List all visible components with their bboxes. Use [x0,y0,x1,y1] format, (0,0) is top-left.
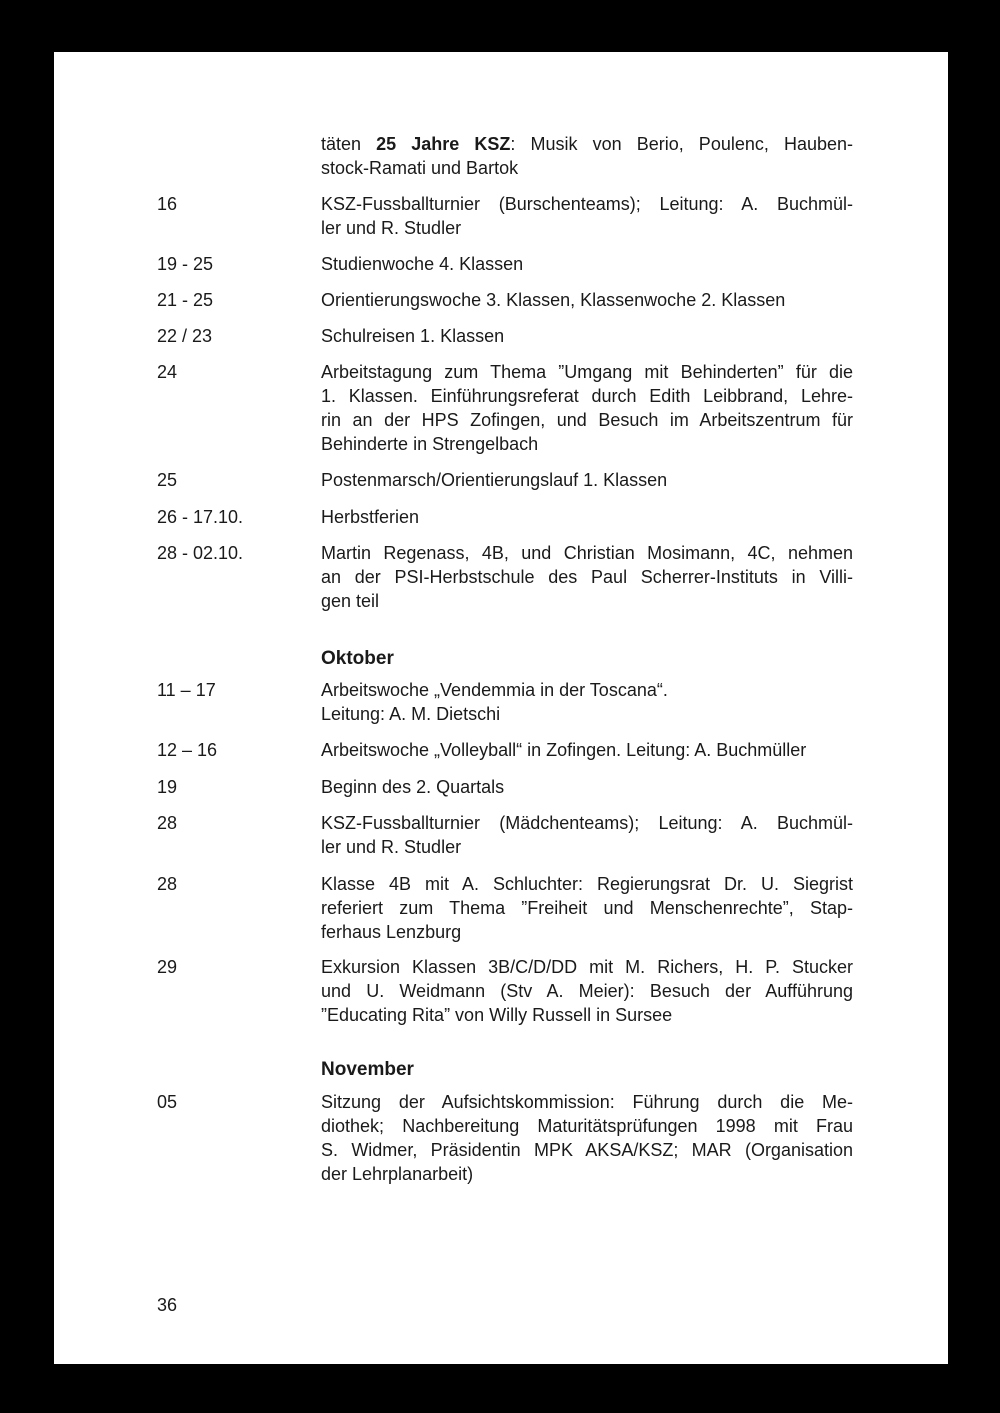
entry-date: 21 - 25 [157,290,214,310]
entry-line: an der PSI-Herbstschule des Paul Scherrer-Instituts in Villi- [321,567,853,587]
entry-date: 16 [157,194,178,214]
entry-description [321,738,853,762]
entry-description [321,468,853,492]
entry-description [321,1090,853,1186]
entry-date: 19 [157,777,178,797]
intro-line-1 [321,132,853,156]
entry-line: Leitung: A. M. Dietschi [321,704,501,724]
entry-line: Herbstferien [321,507,420,527]
entry-line: und U. Weidmann (Stv A. Meier): Besuch der Aufführung [321,981,853,1001]
entry-line: S. Widmer, Präsidentin MPK AKSA/KSZ; MAR (Organisation [321,1140,853,1160]
section-heading-october: Oktober [321,648,394,669]
entry-date: 24 [157,362,178,382]
entry-line: ler und R. Studler [321,837,462,857]
entry-description [321,505,853,529]
entry-date: 28 [157,813,178,833]
entry-line: KSZ-Fussballturnier (Burschenteams); Leitung: A. Buchmül- [321,194,853,214]
intro-text-post: : Musik von Berio, Poulenc, Hauben- [510,134,853,154]
entry-line: Arbeitswoche „Vendemmia in der Toscana“. [321,680,668,700]
document-page [54,52,948,1364]
entry-description [321,678,853,726]
intro-text-pre: täten [321,134,377,154]
entry-date: 11 – 17 [157,680,216,700]
entry-line: Arbeitswoche „Volleyball“ in Zofingen. Leitung: A. Buchmüller [321,740,807,760]
scan-border-top [0,0,1000,52]
entry-line: Schulreisen 1. Klassen [321,326,505,346]
entry-line: Beginn des 2. Quartals [321,777,505,797]
entry-date: 29 [157,957,178,977]
entry-line: Postenmarsch/Orientierungslauf 1. Klassen [321,470,668,490]
section-heading-november: November [321,1059,414,1080]
entry-date: 28 [157,874,178,894]
entry-date: 19 - 25 [157,254,214,274]
entry-line: Arbeitstagung zum Thema ”Umgang mit Behinderten” für die [321,362,853,382]
entry-description [321,252,853,276]
entry-line: 1. Klassen. Einführungsreferat durch Edith Leibbrand, Lehre- [321,386,853,406]
entry-line: der Lehrplanarbeit) [321,1164,474,1184]
entry-description [321,360,853,456]
entry-line: ”Educating Rita” von Willy Russell in Sursee [321,1005,673,1025]
entry-line: Studienwoche 4. Klassen [321,254,524,274]
entry-line: referiert zum Thema ”Freiheit und Menschenrechte”, Stap- [321,898,853,918]
entry-line: Behinderte in Strengelbach [321,434,539,454]
scan-border-left [0,0,54,1413]
entry-description [321,541,853,613]
entry-date: 26 - 17.10. [157,507,244,527]
scan-border-bottom [0,1364,1000,1413]
scan-border-right [948,0,1000,1413]
entry-line: Exkursion Klassen 3B/C/D/DD mit M. Richers, H. P. Stucker [321,957,853,977]
entry-description [321,811,853,859]
entry-date: 05 [157,1092,178,1112]
entry-description [321,192,853,240]
entry-description [321,324,853,348]
entry-description [321,872,853,944]
entry-date: 25 [157,470,178,490]
entry-date: 12 – 16 [157,740,218,760]
intro-text-bold: 25 Jahre KSZ [376,134,511,154]
entry-line: diothek; Nachbereitung Maturitätsprüfungen 1998 mit Frau [321,1116,853,1136]
entry-line: Sitzung der Aufsichtskommission: Führung durch die Me- [321,1092,853,1112]
entry-line: gen teil [321,591,380,611]
entry-description [321,775,853,799]
entry-line: KSZ-Fussballturnier (Mädchenteams); Leitung: A. Buchmül- [321,813,853,833]
intro-description [321,132,853,180]
entry-line: rin an der HPS Zofingen, und Besuch im Arbeitszentrum für [321,410,853,430]
intro-line-2: stock-Ramati und Bartok [321,158,519,178]
entry-description [321,288,853,312]
entry-description [321,955,853,1027]
page-number: 36 [157,1295,178,1315]
entry-line: Martin Regenass, 4B, und Christian Mosimann, 4C, nehmen [321,543,853,563]
entry-line: Orientierungswoche 3. Klassen, Klassenwoche 2. Klassen [321,290,786,310]
entry-line: Klasse 4B mit A. Schluchter: Regierungsrat Dr. U. Siegrist [321,874,853,894]
entry-line: ler und R. Studler [321,218,462,238]
entry-date: 22 / 23 [157,326,213,346]
entry-date: 28 - 02.10. [157,543,244,563]
entry-line: ferhaus Lenzburg [321,922,462,942]
